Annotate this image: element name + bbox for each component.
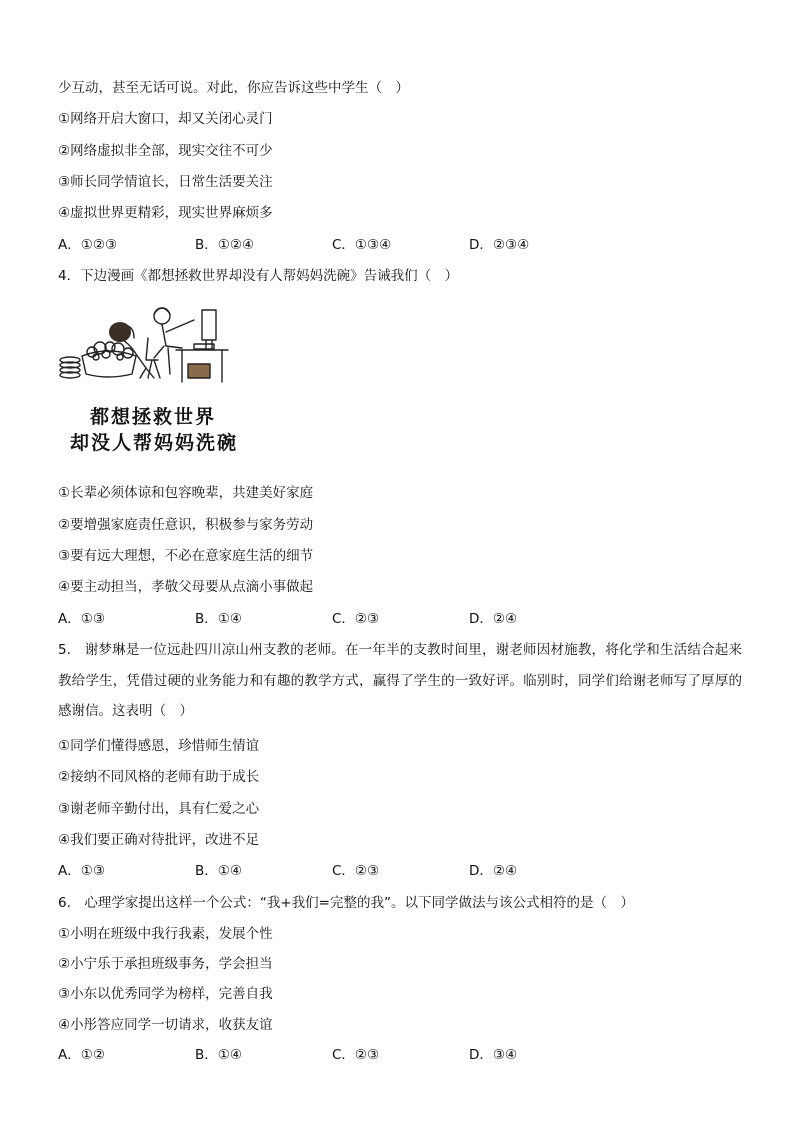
- q4-stem: 4．下边漫画《都想拯救世界却没有人帮妈妈洗碗》告诫我们（ ）: [58, 268, 459, 284]
- q6-item-3: ③小东以优秀同学为榜样，完善自我: [58, 986, 273, 1002]
- q4-option-c[interactable]: C．②③: [332, 611, 380, 627]
- q5-item-3: ③谢老师辛勤付出，具有仁爱之心: [58, 801, 260, 817]
- q3-item-1: ①网络开启大窗口，却又关闭心灵门: [58, 111, 273, 127]
- q5-item-1: ①同学们懂得感恩，珍惜师生情谊: [58, 738, 260, 754]
- q4-item-2: ②要增强家庭责任意识，积极参与家务劳动: [58, 517, 314, 533]
- q5-stem: 5. 谢梦琳是一位远赴四川凉山州支教的老师。在一年半的支教时间里，谢老师因材施教，将化学和生活结合起来教给学生，凭借过硬的业务能力和有趣的教学方式，赢得了学生的一致好评。临别时，同学们给谢老师写了厚厚的感谢信。这表明（ ）: [58, 642, 742, 719]
- q5-item-4: ④我们要正确对待批评，改进不足: [58, 832, 260, 848]
- q5-option-d[interactable]: D．②④: [469, 863, 518, 879]
- q6-item-1: ①小明在班级中我行我素，发展个性: [58, 926, 273, 942]
- q4-options: [58, 610, 618, 628]
- q3-item-2: ②网络虚拟非全部，现实交往不可少: [58, 143, 273, 159]
- q5-item-2: ②接纳不同风格的老师有助于成长: [58, 769, 260, 785]
- q3-stem: 少互动，甚至无话可说。对此，你应告诉这些中学生（ ）: [58, 80, 409, 96]
- cartoon-caption: [70, 404, 240, 456]
- q6-option-c[interactable]: C．②③: [332, 1047, 380, 1063]
- cartoon-caption-line-1: 都想拯救世界: [90, 406, 217, 428]
- q3-option-a[interactable]: A．①②③: [58, 237, 118, 253]
- q5-option-a[interactable]: A．①③: [58, 863, 105, 879]
- q6-stem: 6. 心理学家提出这样一个公式：“我+我们=完整的我”。以下同学做法与该公式相符的是（ ）: [58, 895, 634, 911]
- q4-option-a[interactable]: A．①③: [58, 611, 105, 627]
- q4-option-d[interactable]: D．②④: [469, 611, 518, 627]
- cartoon-illustration: [58, 298, 238, 386]
- q6-item-4: ④小彤答应同学一切请求，收获友谊: [58, 1017, 273, 1033]
- q3-option-b[interactable]: B．①②④: [195, 237, 255, 253]
- q6-option-d[interactable]: D．③④: [469, 1047, 518, 1063]
- cartoon-caption-line-2: 却没人帮妈妈洗碗: [70, 432, 239, 454]
- q3-option-d[interactable]: D．②③④: [469, 237, 530, 253]
- q6-option-b[interactable]: B．①④: [195, 1047, 242, 1063]
- q4-item-4: ④要主动担当，孝敬父母要从点滴小事做起: [58, 579, 314, 595]
- q4-item-3: ③要有远大理想，不必在意家庭生活的细节: [58, 548, 314, 564]
- q5-options: [58, 862, 618, 880]
- q3-item-3: ③师长同学情谊长，日常生活要关注: [58, 174, 273, 190]
- q4-item-1: ①长辈必须体谅和包容晚辈，共建美好家庭: [58, 485, 314, 501]
- q5-option-b[interactable]: B．①④: [195, 863, 242, 879]
- q3-options: [58, 236, 618, 254]
- q6-item-2: ②小宁乐于承担班级事务，学会担当: [58, 956, 273, 972]
- q6-option-a[interactable]: A．①②: [58, 1047, 105, 1063]
- q3-option-c[interactable]: C．①③④: [332, 237, 392, 253]
- q5-option-c[interactable]: C．②③: [332, 863, 380, 879]
- q3-item-4: ④虚拟世界更精彩，现实世界麻烦多: [58, 205, 273, 221]
- q6-options: [58, 1046, 618, 1064]
- q4-option-b[interactable]: B．①④: [195, 611, 242, 627]
